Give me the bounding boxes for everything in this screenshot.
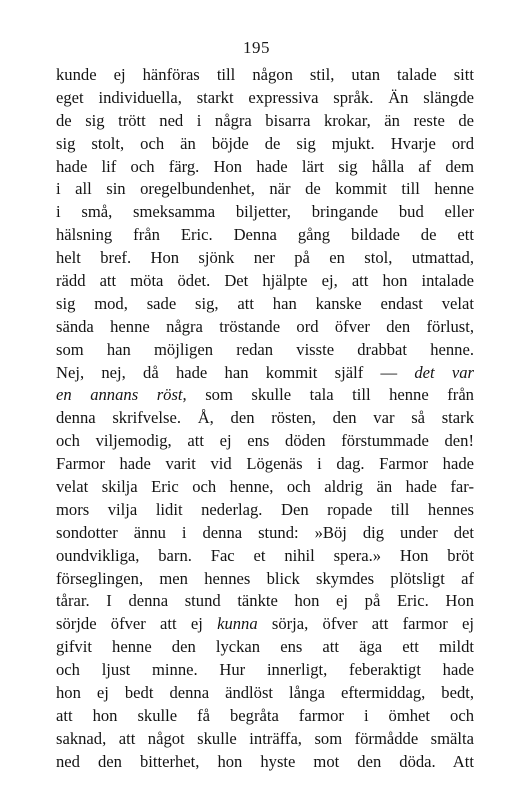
text-line: hälsning från Eric. Denna gång bildade de ett [56,225,474,245]
text-line: och ljust minne. Hur innerligt, feberaktigt hade [56,660,474,680]
italic-phrase: det var [414,362,474,382]
text-line: mors vilja lidit nederlag. Den ropade till hennes [56,499,474,519]
text-line: att hon skulle få begråta farmor i ömhet och [56,705,474,725]
italic-phrase: en annans röst, [56,385,187,405]
text-line: hade lif och färg. Hon hade lärt sig hålla af dem [56,156,474,176]
italic-word: kunna [217,614,258,634]
page-number: 195 [243,38,270,57]
text-line: kunde ej hänföras till någon stil, utan talade sitt [56,65,474,84]
text-line: oundvikliga, barn. Fac et nihil spera.» Hon bröt [56,545,474,565]
text-line: sända henne några tröstande ord öfver den förlust, [56,316,474,336]
text-line: gifvit henne den lyckan ens att äga ett mildt [56,637,474,657]
text-line: rädd att möta ödet. Det hjälpte ej, att hon intalade [56,271,474,291]
text-line: sig stolt, och än böjde de sig mjukt. Hvarje ord [56,133,474,153]
text-line: sig mod, sade sig, att han kanske endast velat [56,293,474,313]
text-line: saknad, att något skulle inträffa, som förmådde smälta [56,728,474,748]
text-line: i små, smeksamma biljetter, bringande bud eller [56,202,474,222]
text-line: Farmor hade varit vid Lögenäs i dag. Farmor hade [56,454,474,474]
text-line: hon ej bedt denna ändlöst långa eftermiddag, bedt, [56,683,474,703]
text-line: velat skilja Eric och henne, och aldrig än hade far- [56,477,474,497]
text-line: helt bref. Hon sjönk ner på en stol, utmattad, [56,248,474,268]
text-line: de sig trött ned i några bisarra krokar, än reste de [56,110,474,130]
text-line: och viljemodig, att ej ens döden förstummade den! [56,431,474,451]
text-line: ned den bitterhet, hon hyste mot den döda. Att [56,751,474,771]
text-line: eget individuella, starkt expressiva språk. Än slängde [56,87,474,107]
text-line: i all sin oregelbundenhet, när de kommit till henne [56,179,474,199]
text-line: sondotter ännu i denna stund: »Böj dig under det [56,522,474,542]
text-line: som han möjligen redan visste drabbat henne. [56,339,474,359]
text-line: en annans röst, som skulle tala till henne från [56,385,474,405]
text-line: förseglingen, men hennes blick skymdes plötsligt af [56,568,474,588]
text-line: sörjde öfver att ej kunna sörja, öfver att farmor ej [56,614,474,634]
body-text [56,64,474,774]
text-line: tårar. I denna stund tänkte hon ej på Eric. Hon [56,591,474,611]
text-line: Nej, nej, då hade han kommit själf — det var [56,362,474,382]
text-line: denna skrifvelse. Å, den rösten, den var så stark [56,408,474,428]
